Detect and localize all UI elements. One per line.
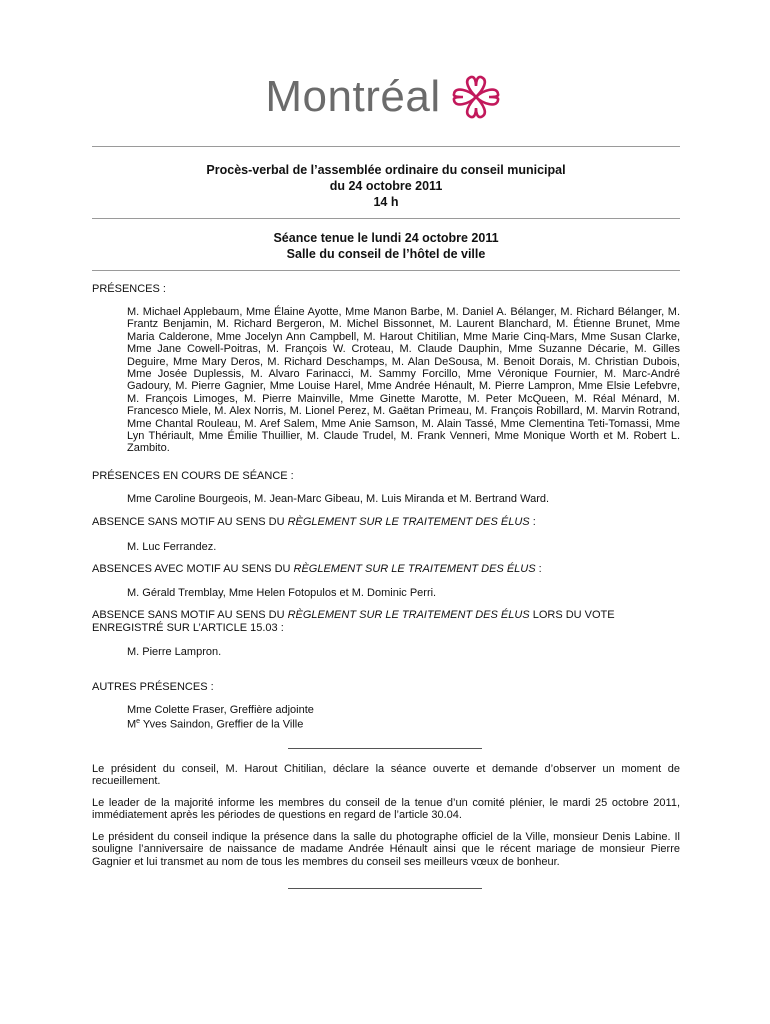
title-line-2: du 24 octobre 2011: [329, 179, 443, 193]
divider: [92, 218, 680, 219]
absences-avec-motif-heading: ABSENCES AVEC MOTIF AU SENS DU RÈGLEMENT SUR LE TRAITEMENT DES ÉLUS :: [92, 563, 542, 575]
autres-presences-heading: AUTRES PRÉSENCES :: [92, 681, 214, 693]
paragraph-comite: Le leader de la majorité informe les membres du conseil de la tenue d’un comité plénier, le mardi 25 octobre 2011, immédiatement après les périodes de questions en regard de l’article 30.04.: [92, 797, 680, 822]
session-line-2: Salle du conseil de l’hôtel de ville: [286, 247, 486, 261]
autres-line-2: Me Yves Saindon, Greffier de la Ville: [127, 718, 304, 732]
divider: [92, 270, 680, 271]
session-line-1: Séance tenue le lundi 24 octobre 2011: [273, 231, 499, 245]
logo-text: Montréal: [265, 72, 441, 121]
presences-cours-list: Mme Caroline Bourgeois, M. Jean-Marc Gibeau, M. Luis Miranda et M. Bertrand Ward.: [127, 493, 550, 505]
absence-vote-heading: ABSENCE SANS MOTIF AU SENS DU RÈGLEMENT SUR LE TRAITEMENT DES ÉLUS LORS DU VOTE ENREGISTRÉ SUR L’ARTICLE 15.03 :: [92, 609, 615, 634]
presences-cours-heading: PRÉSENCES EN COURS DE SÉANCE :: [92, 470, 294, 482]
autres-line-1: Mme Colette Fraser, Greffière adjointe: [127, 704, 314, 716]
montreal-flower-icon: [447, 74, 505, 120]
divider: [288, 888, 482, 889]
absence-vote-list: M. Pierre Lampron.: [127, 646, 222, 658]
title-line-1: Procès-verbal de l’assemblée ordinaire du conseil municipal: [206, 163, 566, 177]
absence-sans-motif-heading: ABSENCE SANS MOTIF AU SENS DU RÈGLEMENT SUR LE TRAITEMENT DES ÉLUS :: [92, 516, 536, 528]
presences-list: M. Michael Applebaum, Mme Élaine Ayotte, Mme Manon Barbe, M. Daniel A. Bélanger, M. Richard Bélanger, M. Frantz Benjamin, M. Richard Bergeron, M. Michel Bissonnet, M. Laurent Blanchard, M. Étienne Brunet, Mme Maria Calderone, Mme Jocelyn Ann Campbell, M. Harout Chitilian, Mme Marie Cinq-Mars, Mme Susan Clarke, Mme Jane Cowell-Poitras, M. François W. Croteau, M. Claude Dauphin, Mme Suzanne Décarie, M. Gilles Deguire, Mme Mary Deros, M. Richard Deschamps, M. Alan DeSousa, M. Benoit Dorais, M. Christian Dubois, Mme Josée Duplessis, M. Alvaro Farinacci, M. Sammy Forcillo, Mme Véronique Fournier, M. Marc-André Gadoury, M. Pierre Gagnier, Mme Louise Harel, Mme Andrée Hénault, M. Pierre Lampron, Mme Elsie Lefebvre, M. François Limoges, M. Pierre Mainville, Mme Ginette Marotte, M. Peter McQueen, M. Réal Ménard, M. Francesco Miele, M. Alex Norris, M. Lionel Perez, M. Gaëtan Primeau, M. François Robillard, M. Marvin Rotrand, Mme Chantal Rouleau, M. Aref Salem, Mme Anie Samson, M. Alain Tassé, Mme Clementina Teti-Tomassi, Mme Lyn Thériault, Mme Émilie Thuillier, M. Claude Trudel, M. Frank Venneri, Mme Monique Worth et M. Robert L. Zambito.: [127, 306, 680, 455]
absence-sans-motif-list: M. Luc Ferrandez.: [127, 541, 217, 553]
title-line-3: 14 h: [373, 195, 399, 209]
divider: [288, 748, 482, 749]
session-info: [92, 230, 680, 262]
paragraph-opening: Le président du conseil, M. Harout Chitilian, déclare la séance ouverte et demande d’observer un moment de recueillement.: [92, 763, 680, 788]
montreal-logo: [0, 72, 770, 122]
paragraph-photographe: Le président du conseil indique la présence dans la salle du photographe officiel de la Ville, monsieur Denis Labine. Il souligne l’anniversaire de naissance de madame Andrée Hénault ainsi que le récent mariage de monsieur Pierre Gagnier et lui transmet au nom de tous les membres du conseil ses meilleurs vœux de bonheur.: [92, 831, 680, 868]
divider: [92, 146, 680, 147]
document-title: [92, 162, 680, 210]
presences-heading: PRÉSENCES :: [92, 283, 166, 295]
autres-presences-list: [127, 704, 680, 731]
absences-avec-motif-list: M. Gérald Tremblay, Mme Helen Fotopulos et M. Dominic Perri.: [127, 587, 437, 599]
